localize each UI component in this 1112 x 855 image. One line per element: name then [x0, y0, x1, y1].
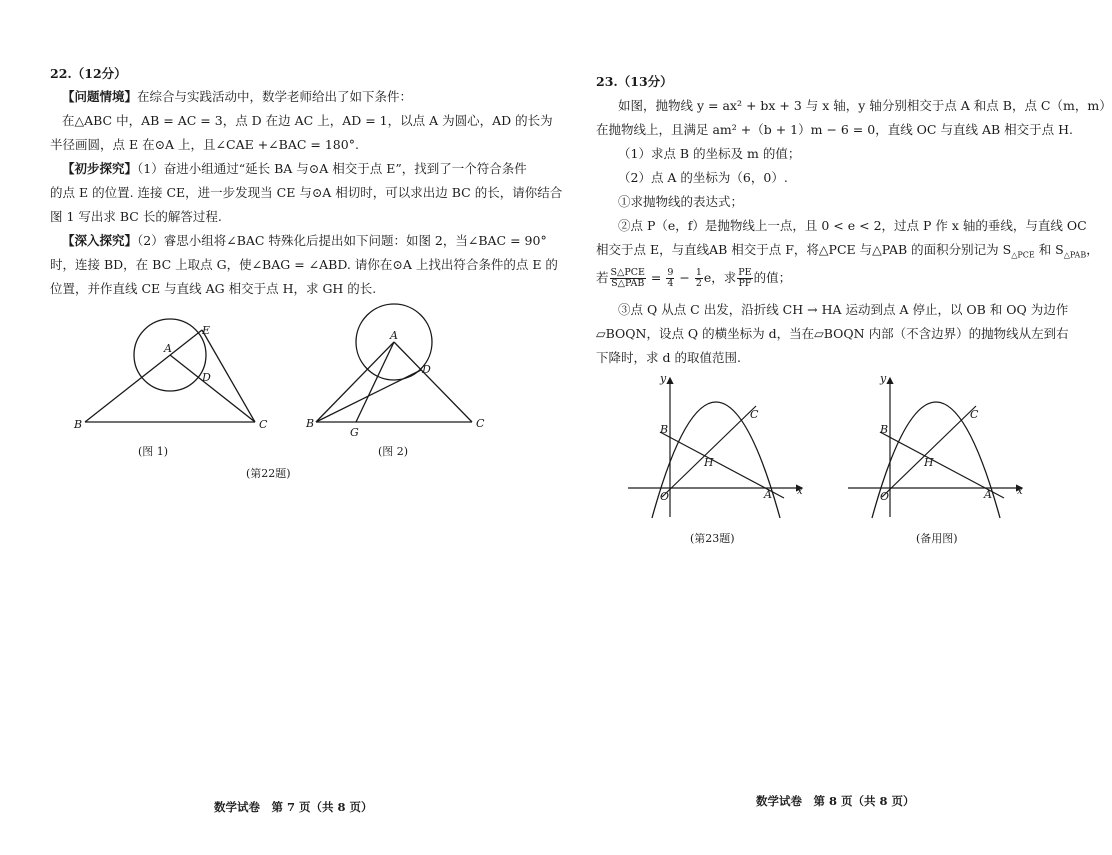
- part2-ii-line2-end: ，: [1086, 242, 1099, 257]
- q23-part2-iii-line3: 下降时，求 d 的取值范围.: [596, 350, 741, 365]
- segment-ab: [316, 342, 394, 422]
- explore2-tag: 【深入探究】: [62, 233, 138, 248]
- q22-caption: (第22题): [246, 467, 291, 480]
- explore2-text: （2）睿思小组将∠BAC 特殊化后提出如下问题：如图 2，当∠BAC = 90°: [137, 233, 547, 248]
- situation-tag: 【问题情境】: [62, 89, 138, 104]
- line3-prefix: 若: [596, 270, 609, 285]
- frac2-den: 4: [667, 278, 674, 289]
- q23-part1: （1）求点 B 的坐标及 m 的值；: [618, 146, 801, 161]
- label-d: D: [422, 363, 431, 376]
- frac4-num: PE: [738, 267, 752, 278]
- label-a: A: [764, 488, 772, 501]
- label-c: C: [259, 418, 268, 431]
- frac4-den: PF: [738, 278, 752, 289]
- minus: −: [675, 270, 694, 285]
- q22-given-line2: 半径画圆，点 E 在⊙A 上，且∠CAE +∠BAC = 180°.: [50, 137, 359, 152]
- equals: =: [646, 270, 666, 285]
- fig2-caption: (图 2): [378, 445, 409, 458]
- q22-explore1-line2: 的点 E 的位置. 连接 CE，进一步发现当 CE 与⊙A 相切时，可以求出边 BC 的长，请你结合: [50, 185, 563, 200]
- parabola: [872, 402, 1000, 518]
- label-c: C: [750, 408, 759, 421]
- fraction-9-4: [666, 268, 674, 289]
- q23-part2-ii-line1: ②点 P（e，f）是抛物线上一点，且 0 < e < 2，过点 P 作 x 轴的垂线，与直线 OC: [618, 218, 1087, 233]
- q23-part2-iii-line1: ③点 Q 从点 C 出发，沿折线 CH → HA 运动到点 A 停止，以 OB 和 OQ 为边作: [618, 302, 1069, 317]
- q22-situation: [62, 89, 412, 105]
- explore1-tag: 【初步探究】: [62, 161, 138, 176]
- explore1-text: （1）奋进小组通过“延长 BA 与⊙A 相交于点 E”，找到了一个符合条件: [137, 161, 527, 176]
- part2-ii-line2-mid: 和 S: [1034, 242, 1064, 257]
- q23-intro-line2: 在抛物线上，且满足 am² +（b + 1）m − 6 = 0，直线 OC 与直线 AB 相交于点 H.: [596, 122, 1073, 137]
- q23-heading: 23.（13分）: [596, 74, 673, 89]
- fig23-caption: (第23题): [690, 532, 735, 545]
- right-footer: 数学试卷 第 8 页（共 8 页）: [756, 794, 915, 808]
- fraction-pe-pf: [737, 268, 752, 289]
- q23-part2-ii-line2: [596, 242, 1099, 264]
- q22-explore1-line3: 图 1 写出求 BC 长的解答过程.: [50, 209, 222, 224]
- frac3-den: 2: [695, 278, 702, 289]
- q23-part2-i: ①求抛物线的表达式；: [618, 194, 744, 209]
- label-y: y: [880, 372, 887, 385]
- label-b: B: [880, 423, 889, 436]
- q23-part2-ii-line3: [596, 266, 791, 290]
- frac2-num: 9: [667, 267, 674, 278]
- segment-ac: [394, 342, 472, 422]
- label-d: D: [202, 371, 211, 384]
- right-page: [540, 0, 1112, 855]
- parabola: [652, 402, 780, 518]
- label-h: H: [924, 456, 934, 469]
- segment-ag: [356, 342, 394, 422]
- label-y: y: [660, 372, 667, 385]
- label-x: x: [797, 486, 803, 497]
- backup-figure: [844, 372, 1034, 520]
- fraction-1-2: [695, 268, 703, 289]
- label-a: A: [390, 329, 398, 342]
- line-oc: [882, 406, 976, 497]
- fig1-caption: (图 1): [138, 445, 169, 458]
- q23-part2: （2）点 A 的坐标为（6，0）.: [618, 170, 788, 185]
- label-a: A: [984, 488, 992, 501]
- q22-explore2-line3: 位置，并作直线 CE 与直线 AG 相交于点 H，求 GH 的长.: [50, 281, 377, 296]
- fraction-s-ratio: [610, 268, 646, 289]
- label-b: B: [660, 423, 669, 436]
- q22-heading: 22.（12分）: [50, 66, 127, 81]
- frac3-num: 1: [695, 267, 702, 278]
- q22-explore2-line2: 时，连接 BD，在 BC 上取点 G，使∠BAG = ∠ABD. 请你在⊙A 上找出符合条件的点 E 的: [50, 257, 558, 272]
- situation-text: 在综合与实践活动中，数学老师给出了如下条件：: [137, 89, 413, 104]
- label-o: O: [880, 490, 890, 503]
- q23-intro-line1: 如图，抛物线 y = ax² + bx + 3 与 x 轴，y 轴分别相交于点 A 和点 B，点 C（m，m）: [618, 98, 1112, 113]
- left-footer: 数学试卷 第 7 页（共 8 页）: [214, 800, 373, 814]
- label-b: B: [306, 417, 315, 430]
- line3-end: 的值；: [753, 270, 792, 285]
- label-x: x: [1017, 486, 1023, 497]
- sub-pab: △PAB: [1063, 250, 1087, 260]
- part2-ii-line2-text: 相交于点 E，与直线AB 相交于点 F，将△PCE 与△PAB 的面积分别记为 S: [596, 242, 1012, 257]
- q23-part2-iii-line2: ▱BOQN，设点 Q 的横坐标为 d，当在▱BOQN 内部（不含边界）的抛物线从左到右: [596, 326, 1069, 341]
- segment-be: [85, 330, 202, 422]
- figure-1: [60, 310, 280, 440]
- figure-2: [300, 296, 500, 440]
- label-c: C: [476, 417, 485, 430]
- label-o: O: [660, 490, 670, 503]
- q22-explore2-line1: [62, 233, 547, 249]
- line-oc: [662, 406, 756, 497]
- after-frac3: e，求: [703, 270, 737, 285]
- backup-caption: (备用图): [916, 532, 958, 545]
- figure-23: [624, 372, 814, 520]
- label-b: B: [74, 418, 83, 431]
- label-c: C: [970, 408, 979, 421]
- label-g: G: [350, 426, 359, 439]
- label-h: H: [704, 456, 714, 469]
- label-a: A: [164, 342, 172, 355]
- frac1-den: S△PAB: [611, 278, 645, 289]
- sub-pce: △PCE: [1011, 250, 1035, 260]
- label-e: E: [202, 324, 211, 337]
- q22-explore1-line1: [62, 161, 527, 177]
- frac1-num: S△PCE: [610, 267, 645, 278]
- q22-given-line1: 在△ABC 中，AB = AC = 3，点 D 在边 AC 上，AD = 1，以点 A 为圆心，AD 的长为: [62, 113, 553, 128]
